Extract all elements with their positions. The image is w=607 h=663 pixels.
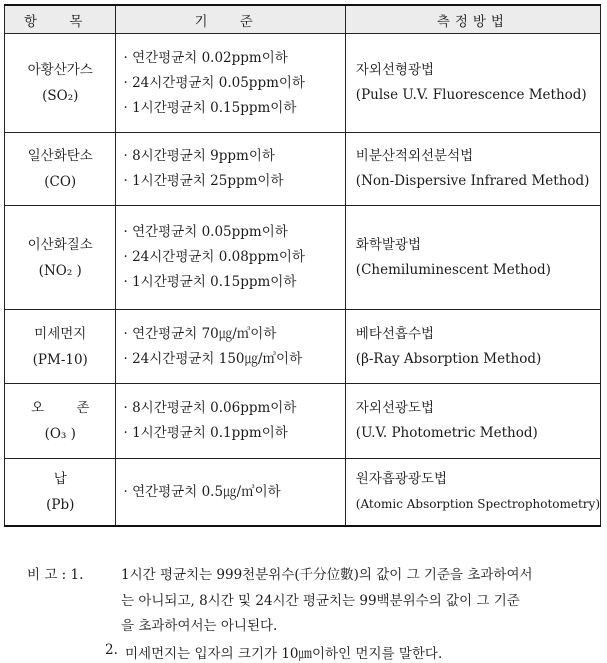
item-formula: (NO₂ ) bbox=[38, 262, 82, 279]
method-cell bbox=[345, 133, 600, 206]
table-row bbox=[5, 459, 601, 527]
standard-cell bbox=[116, 34, 345, 133]
item-cell bbox=[5, 206, 116, 310]
item-formula: (PM-10) bbox=[32, 351, 88, 368]
remark-2-number: 2. bbox=[105, 642, 118, 658]
standard-cell bbox=[116, 384, 345, 459]
method-cell bbox=[345, 310, 600, 384]
standard-line: · 연간평균치 0.02ppm이하 bbox=[123, 49, 288, 66]
standard-line: · 1시간평균치 0.15ppm이하 bbox=[123, 274, 297, 290]
standard-cell bbox=[116, 310, 345, 384]
air-quality-standards-table bbox=[4, 4, 601, 527]
method-en: (Non-Dispersive Infrared Method) bbox=[355, 173, 590, 189]
standard-line: · 8시간평균치 9ppm이하 bbox=[123, 148, 275, 164]
item-name: 이산화질소 bbox=[27, 236, 93, 253]
remark-2-text: 미세먼지는 입자의 크기가 10㎛이하인 먼지를 말한다. bbox=[125, 646, 443, 662]
item-cell bbox=[5, 133, 116, 206]
standard-line: · 24시간평균치 150㎍/㎥이하 bbox=[123, 350, 303, 367]
item-cell bbox=[5, 459, 116, 527]
item-name: 오 존 bbox=[31, 400, 90, 416]
method-en: (Atomic Absorption Spectrophotometry) bbox=[355, 497, 600, 511]
method-cell bbox=[345, 459, 600, 527]
table-row bbox=[5, 384, 601, 459]
method-en: (Chemiluminescent Method) bbox=[355, 261, 551, 278]
remark-1-line-2: 는 아니되고, 8시간 및 24시간 평균치는 99백분위수의 값이 그 기준 bbox=[121, 593, 520, 609]
item-formula: (SO₂) bbox=[42, 88, 79, 104]
standard-line: · 연간평균치 0.05ppm이하 bbox=[123, 224, 288, 240]
method-en: (U.V. Photometric Method) bbox=[355, 425, 538, 441]
header-standard: 기 준 bbox=[116, 5, 345, 34]
item-formula: (O₃ ) bbox=[44, 426, 76, 442]
item-cell bbox=[5, 310, 116, 384]
method-cell bbox=[345, 384, 600, 459]
standard-cell bbox=[116, 459, 345, 527]
item-cell bbox=[5, 34, 116, 133]
method-ko: 화학발광법 bbox=[355, 236, 422, 253]
method-ko: 비분산적외선분석법 bbox=[355, 148, 474, 164]
remarks-label: 비 고 : 1. bbox=[27, 567, 84, 583]
table-row bbox=[5, 206, 601, 310]
item-name: 아황산가스 bbox=[27, 62, 93, 78]
method-en: (β-Ray Absorption Method) bbox=[355, 350, 542, 367]
standard-line: · 연간평균치 70㎍/㎥이하 bbox=[123, 325, 277, 342]
standard-line: · 1시간평균치 0.1ppm이하 bbox=[123, 425, 288, 441]
table-row bbox=[5, 133, 601, 206]
method-ko: 원자흡광광도법 bbox=[355, 471, 448, 487]
remark-1-line-1: 1시간 평균치는 999천분위수(千分位數)의 값이 그 기준을 초과하여서 bbox=[121, 567, 533, 583]
table-row bbox=[5, 310, 601, 384]
standard-line: · 8시간평균치 0.06ppm이하 bbox=[123, 400, 297, 416]
standard-cell bbox=[116, 133, 345, 206]
remark-1-line-3: 을 초과하여서는 아니된다. bbox=[121, 618, 278, 634]
table-header-row bbox=[5, 5, 601, 34]
standard-cell bbox=[116, 206, 345, 310]
method-en: (Pulse U.V. Fluorescence Method) bbox=[355, 87, 587, 103]
standard-line: · 1시간평균치 0.15ppm이하 bbox=[123, 99, 297, 116]
item-formula: (CO) bbox=[44, 174, 77, 190]
standard-line: · 1시간평균치 25ppm이하 bbox=[123, 173, 284, 189]
table-row bbox=[5, 34, 601, 133]
standard-line: · 24시간평균치 0.08ppm이하 bbox=[123, 249, 305, 265]
method-cell bbox=[345, 206, 600, 310]
method-ko: 자외선광도법 bbox=[355, 400, 435, 416]
header-method: 측정방법 bbox=[345, 5, 600, 34]
method-cell bbox=[345, 34, 600, 133]
item-name: 납 bbox=[53, 471, 67, 487]
standard-line: · 24시간평균치 0.05ppm이하 bbox=[123, 74, 305, 91]
method-ko: 자외선형광법 bbox=[355, 62, 435, 78]
header-item: 항 목 bbox=[5, 5, 116, 34]
item-formula: (Pb) bbox=[46, 497, 75, 513]
item-name: 미세먼지 bbox=[34, 325, 87, 342]
item-cell bbox=[5, 384, 116, 459]
standard-line: · 연간평균치 0.5㎍/㎥이하 bbox=[123, 483, 281, 500]
item-name: 일산화탄소 bbox=[27, 148, 93, 164]
method-ko: 베타선흡수법 bbox=[355, 325, 435, 342]
